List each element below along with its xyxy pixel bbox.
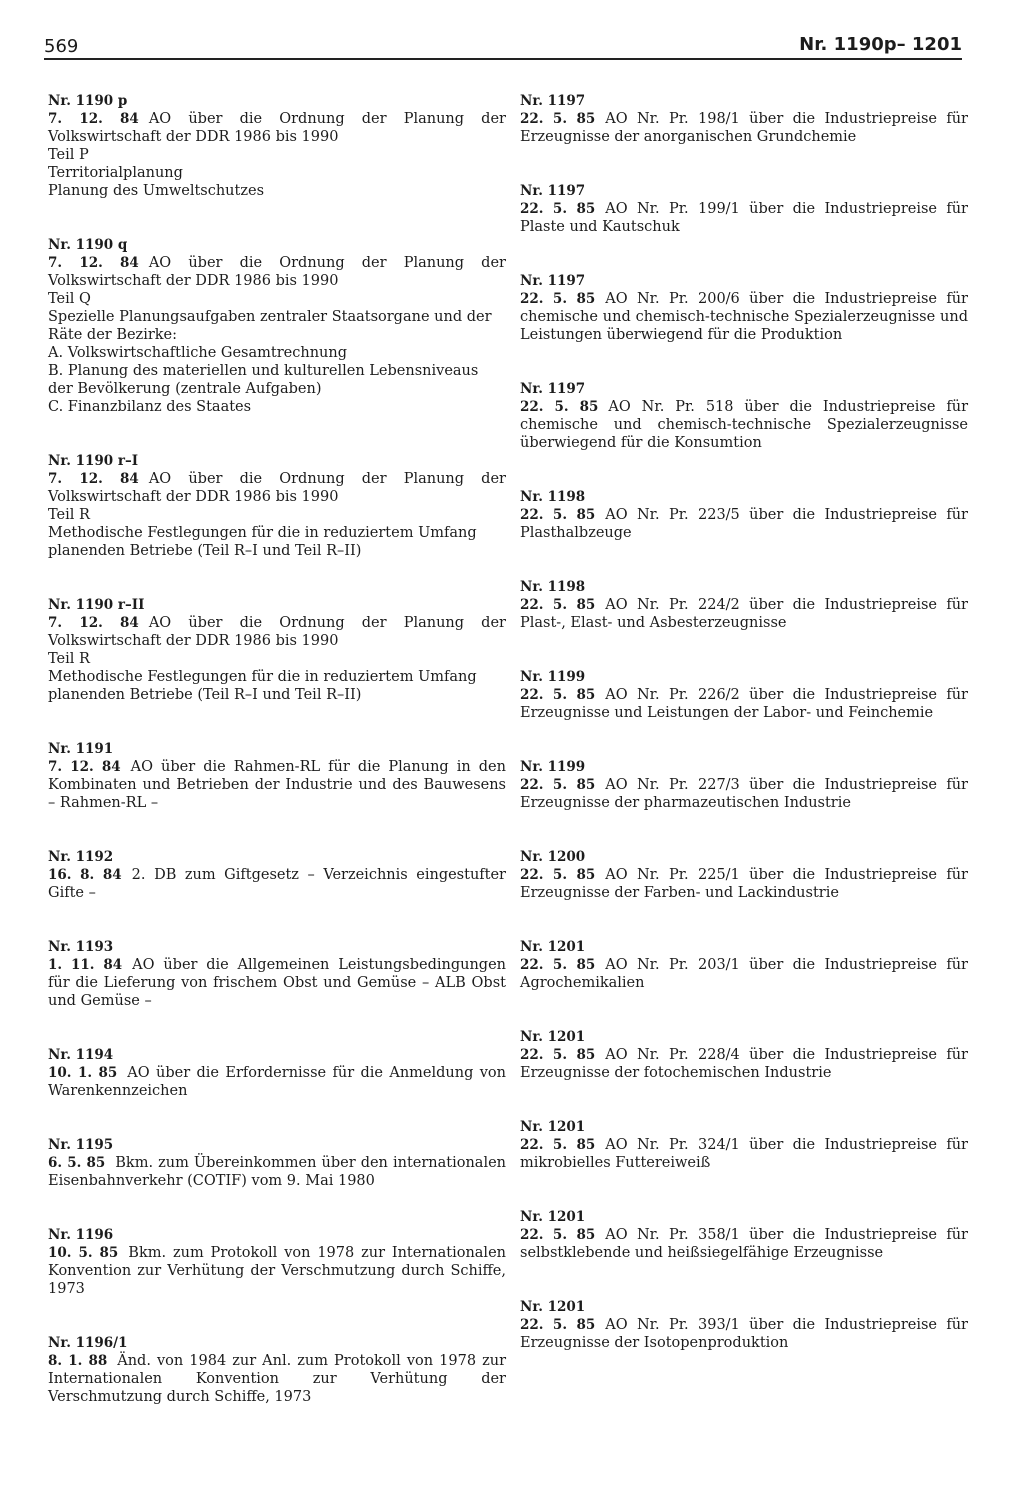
register-entry xyxy=(520,272,968,344)
page-header xyxy=(0,0,1024,70)
entry-date: 22. 5. 85 xyxy=(520,399,599,415)
entry-date: 10. 1. 85 xyxy=(48,1065,118,1081)
entry-title: AO über die Erfordernisse für die Anmeldung von Warenkennzeichen xyxy=(48,1065,506,1099)
entry-body xyxy=(520,110,968,146)
entry-date: 22. 5. 85 xyxy=(520,1227,596,1243)
register-entry xyxy=(48,740,506,812)
entry-body xyxy=(48,866,506,902)
register-entry xyxy=(520,92,968,146)
entry-body xyxy=(520,1316,968,1352)
register-entry xyxy=(48,1334,506,1406)
entry-body xyxy=(520,398,968,452)
entry-body xyxy=(520,1046,968,1082)
entry-detail-line: Spezielle Planungsaufgaben zentraler Staatsorgane und der Räte der Bezirke: xyxy=(48,309,492,343)
entry-number: Nr. 1190 r–I xyxy=(48,453,139,469)
entry-body xyxy=(520,776,968,812)
entry-title: AO Nr. Pr. 324/1 über die Industriepreise für mikrobielles Futtereiweiß xyxy=(520,1137,968,1171)
entry-date: 7. 12. 84 xyxy=(48,615,139,631)
entry-number: Nr. 1191 xyxy=(48,741,114,757)
entry-date: 22. 5. 85 xyxy=(520,1137,596,1153)
entry-detail-line: Methodische Festlegungen für die in reduziertem Umfang planenden Betriebe (Teil R–I und Teil R–II) xyxy=(48,525,477,559)
entry-number: Nr. 1190 q xyxy=(48,237,128,253)
entry-body xyxy=(520,596,968,632)
entry-number: Nr. 1201 xyxy=(520,1209,586,1225)
entry-number: Nr. 1201 xyxy=(520,1029,586,1045)
entry-body xyxy=(520,1136,968,1172)
register-entry xyxy=(48,848,506,902)
entry-detail-line: B. Planung des materiellen und kulturellen Lebensniveaus der Bevölkerung (zentrale Aufgaben) xyxy=(48,363,479,397)
entry-number: Nr. 1194 xyxy=(48,1047,114,1063)
entry-title: AO Nr. Pr. 225/1 über die Industriepreise für Erzeugnisse der Farben- und Lackindustrie xyxy=(520,867,968,901)
entry-title: AO über die Ordnung der Planung der Volkswirtschaft der DDR 1986 bis 1990 xyxy=(48,471,506,505)
entry-detail-line: Planung des Umweltschutzes xyxy=(48,183,265,199)
entry-body xyxy=(520,200,968,236)
header-rule xyxy=(44,58,962,60)
entry-body xyxy=(48,1064,506,1100)
entry-date: 7. 12. 84 xyxy=(48,759,121,775)
entry-body xyxy=(520,686,968,722)
register-entry xyxy=(48,452,506,560)
entry-body xyxy=(48,956,506,1010)
entry-title: AO Nr. Pr. 199/1 über die Industriepreise für Plaste und Kautschuk xyxy=(520,201,968,235)
entry-number: Nr. 1190 p xyxy=(48,93,128,109)
entry-title: 2. DB zum Giftgesetz – Verzeichnis eingestufter Gifte – xyxy=(48,867,506,901)
register-entry xyxy=(48,1136,506,1190)
register-entry xyxy=(520,578,968,632)
entry-body xyxy=(48,1352,506,1406)
entry-date: 22. 5. 85 xyxy=(520,1047,596,1063)
entry-date: 16. 8. 84 xyxy=(48,867,122,883)
entry-detail-line: Teil Q xyxy=(48,291,91,307)
register-entry xyxy=(48,1226,506,1298)
entry-number: Nr. 1198 xyxy=(520,489,586,505)
entry-title: AO über die Rahmen-RL für die Planung in den Kombinaten und Betrieben der Industrie und des Bauwesens – Rahmen-RL – xyxy=(48,759,506,811)
entry-date: 8. 1. 88 xyxy=(48,1353,108,1369)
entry-title: AO Nr. Pr. 224/2 über die Industriepreise für Plast-, Elast- und Asbesterzeugnisse xyxy=(520,597,968,631)
entry-number: Nr. 1199 xyxy=(520,759,586,775)
entry-title: AO Nr. Pr. 226/2 über die Industriepreise für Erzeugnisse und Leistungen der Labor- und Feinchemie xyxy=(520,687,968,721)
entry-detail-line: Teil R xyxy=(48,651,90,667)
register-entry xyxy=(520,1208,968,1262)
register-entry xyxy=(520,668,968,722)
register-entry xyxy=(520,1028,968,1082)
entry-range: Nr. 1190p– 1201 xyxy=(799,34,962,55)
entry-title: AO über die Ordnung der Planung der Volkswirtschaft der DDR 1986 bis 1990 xyxy=(48,615,506,649)
entry-number: Nr. 1196 xyxy=(48,1227,114,1243)
entry-body xyxy=(520,506,968,542)
entry-date: 7. 12. 84 xyxy=(48,471,139,487)
entry-title: AO über die Ordnung der Planung der Volkswirtschaft der DDR 1986 bis 1990 xyxy=(48,111,506,145)
register-entry xyxy=(520,848,968,902)
entry-date: 22. 5. 85 xyxy=(520,507,596,523)
entry-date: 1. 11. 84 xyxy=(48,957,123,973)
entry-body xyxy=(48,470,506,506)
entry-title: AO Nr. Pr. 200/6 über die Industriepreise für chemische und chemisch-technische Spezialerzeugnisse und Leistungen überwiegend für die Produktion xyxy=(520,291,968,343)
register-entry xyxy=(48,596,506,704)
entry-number: Nr. 1197 xyxy=(520,93,586,109)
entry-title: AO Nr. Pr. 358/1 über die Industriepreise für selbstklebende und heißsiegelfähige Erzeugnisse xyxy=(520,1227,968,1261)
entry-number: Nr. 1197 xyxy=(520,273,586,289)
entry-date: 22. 5. 85 xyxy=(520,957,596,973)
entry-number: Nr. 1201 xyxy=(520,939,586,955)
entry-date: 22. 5. 85 xyxy=(520,201,596,217)
entry-date: 6. 5. 85 xyxy=(48,1155,106,1171)
entry-number: Nr. 1197 xyxy=(520,381,586,397)
entry-title: AO Nr. Pr. 198/1 über die Industriepreise für Erzeugnisse der anorganischen Grundchemie xyxy=(520,111,968,145)
entry-date: 22. 5. 85 xyxy=(520,1317,596,1333)
entry-detail-line: Methodische Festlegungen für die in reduziertem Umfang planenden Betriebe (Teil R–I und Teil R–II) xyxy=(48,669,477,703)
entry-number: Nr. 1200 xyxy=(520,849,586,865)
entry-body xyxy=(48,254,506,290)
entry-number: Nr. 1196/1 xyxy=(48,1335,128,1351)
entry-title: AO Nr. Pr. 203/1 über die Industriepreise für Agrochemikalien xyxy=(520,957,968,991)
entry-detail-line: Teil P xyxy=(48,147,89,163)
register-entry xyxy=(520,182,968,236)
entry-date: 22. 5. 85 xyxy=(520,777,596,793)
entry-date: 22. 5. 85 xyxy=(520,111,596,127)
entry-date: 22. 5. 85 xyxy=(520,597,596,613)
entry-detail-line: A. Volkswirtschaftliche Gesamtrechnung xyxy=(48,345,347,361)
register-entry xyxy=(48,236,506,416)
page-number: 569 xyxy=(44,36,79,57)
entry-title: Bkm. zum Übereinkommen über den internationalen Eisenbahnverkehr (COTIF) vom 9. Mai 1980 xyxy=(48,1155,506,1189)
entry-number: Nr. 1192 xyxy=(48,849,114,865)
entry-number: Nr. 1198 xyxy=(520,579,586,595)
entry-title: AO Nr. Pr. 393/1 über die Industriepreise für Erzeugnisse der Isotopenproduktion xyxy=(520,1317,968,1351)
entry-body xyxy=(520,1226,968,1262)
entry-body xyxy=(520,866,968,902)
entry-number: Nr. 1201 xyxy=(520,1119,586,1135)
right-column xyxy=(520,92,968,1388)
entry-date: 7. 12. 84 xyxy=(48,255,139,271)
register-entry xyxy=(48,938,506,1010)
entry-body xyxy=(48,110,506,146)
entry-body xyxy=(520,956,968,992)
entry-number: Nr. 1190 r–II xyxy=(48,597,145,613)
entry-date: 22. 5. 85 xyxy=(520,687,596,703)
entry-title: Bkm. zum Protokoll von 1978 zur Internationalen Konvention zur Verhütung der Verschmutzung durch Schiffe, 1973 xyxy=(48,1245,506,1297)
entry-title: AO über die Allgemeinen Leistungsbedingungen für die Lieferung von frischem Obst und Gemüse – ALB Obst und Gemüse – xyxy=(48,957,506,1009)
entry-number: Nr. 1193 xyxy=(48,939,114,955)
entry-title: AO über die Ordnung der Planung der Volkswirtschaft der DDR 1986 bis 1990 xyxy=(48,255,506,289)
entry-body xyxy=(48,1244,506,1298)
entry-number: Nr. 1197 xyxy=(520,183,586,199)
register-entry xyxy=(520,488,968,542)
register-entry xyxy=(48,1046,506,1100)
entry-date: 22. 5. 85 xyxy=(520,291,596,307)
register-entry xyxy=(520,758,968,812)
entry-body xyxy=(48,758,506,812)
register-entry xyxy=(520,1298,968,1352)
entry-date: 7. 12. 84 xyxy=(48,111,139,127)
entry-body xyxy=(520,290,968,344)
register-entry xyxy=(520,1118,968,1172)
entry-body xyxy=(48,614,506,650)
entry-date: 22. 5. 85 xyxy=(520,867,596,883)
entry-body xyxy=(48,1154,506,1190)
entry-number: Nr. 1199 xyxy=(520,669,586,685)
register-entry xyxy=(520,380,968,452)
entry-detail-line: Territorialplanung xyxy=(48,165,183,181)
register-entry xyxy=(48,92,506,200)
entry-detail-line: C. Finanzbilanz des Staates xyxy=(48,399,252,415)
entry-title: AO Nr. Pr. 518 über die Industriepreise für chemische und chemisch-technische Spezialerzeugnisse überwiegend für die Konsumtion xyxy=(520,399,968,451)
entry-date: 10. 5. 85 xyxy=(48,1245,119,1261)
entry-number: Nr. 1195 xyxy=(48,1137,114,1153)
entry-title: AO Nr. Pr. 228/4 über die Industriepreise für Erzeugnisse der fotochemischen Industrie xyxy=(520,1047,968,1081)
entry-title: Änd. von 1984 zur Anl. zum Protokoll von 1978 zur Internationalen Konvention zur Verhütung der Verschmutzung durch Schiffe, 1973 xyxy=(48,1353,507,1405)
entry-title: AO Nr. Pr. 227/3 über die Industriepreise für Erzeugnisse der pharmazeutischen Industrie xyxy=(520,777,968,811)
register-entry xyxy=(520,938,968,992)
entry-title: AO Nr. Pr. 223/5 über die Industriepreise für Plasthalbzeuge xyxy=(520,507,968,541)
entry-number: Nr. 1201 xyxy=(520,1299,586,1315)
left-column xyxy=(48,92,506,1442)
entry-detail-line: Teil R xyxy=(48,507,90,523)
